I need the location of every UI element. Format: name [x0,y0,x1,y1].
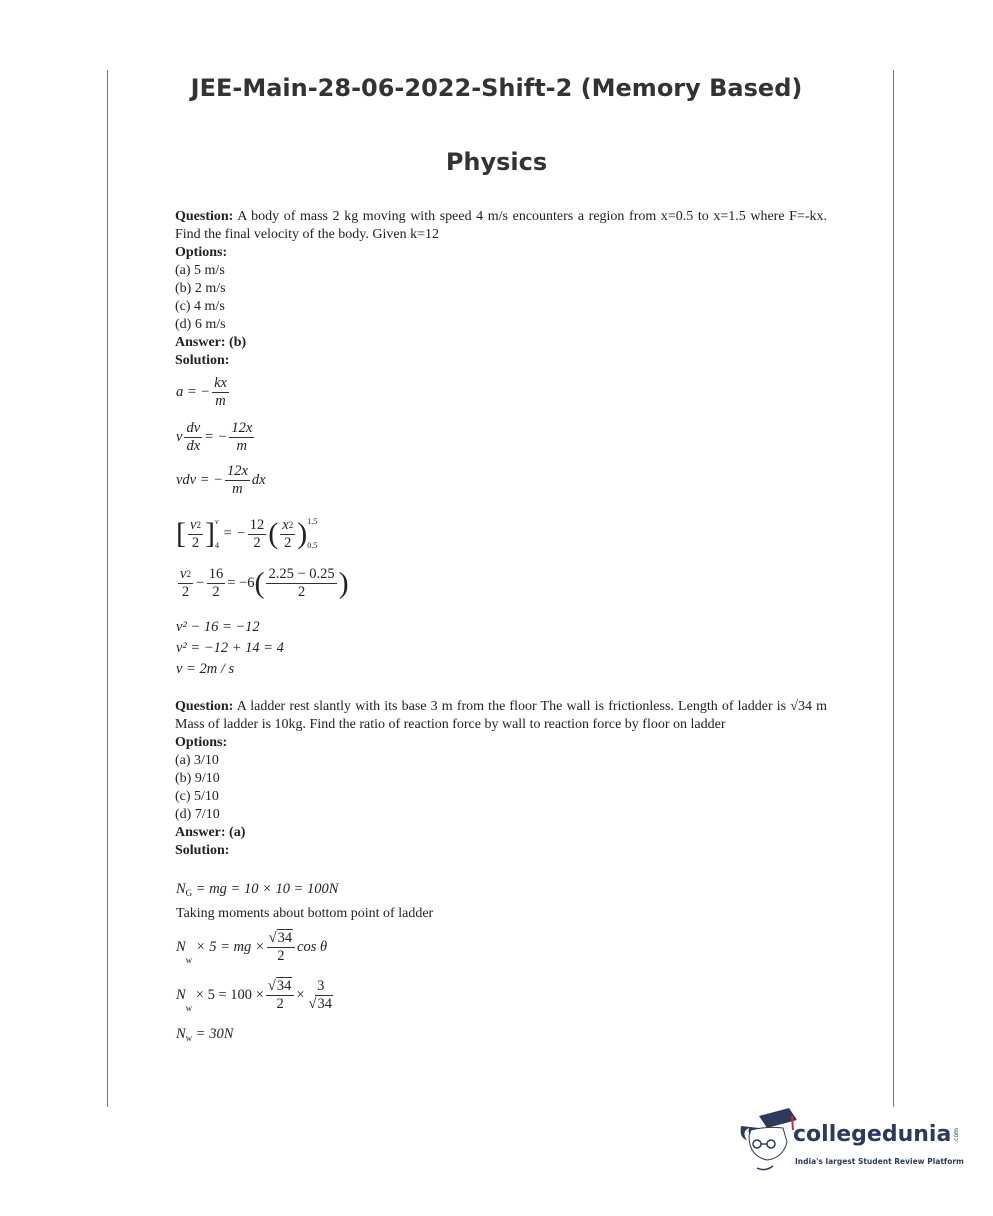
q1-eq-2: v $\frac{dv}{dx}$ = − $\frac{12x}{m}$ [176,420,253,454]
q1-eq-1: a = − $\frac{kx}{m}$ [176,375,227,409]
page-title: JEE-Main-28-06-2022-Shift-2 (Memory Based) [190,74,803,102]
q2-eq-4: Nw × 5 = 100 × $\frac{√34}{2}$ × $\frac{3}{√34}$ [176,978,332,1013]
right-border-line [893,70,894,1107]
question-2 [175,698,827,860]
left-border-line [107,70,108,1107]
q1-eq-4: [ $\frac{v^2}{2}$ ] v 4 = − $\frac{12}{2}$ ( $\frac{x^2}{2}$ ) 1.5 0.5 [176,516,318,551]
q2-eq-1: NG = mg = 10 × 10 = 100N [176,881,339,898]
q1-eq-3: vdv = − $\frac{12x}{m}$ dx [176,463,266,497]
question-1-text: Question: A body of mass 2 kg moving with speed 4 m/s encounters a region from x=0.5 to x=1.5 where F=-kx. Find the final velocity of the body. Given k=12 [175,209,827,242]
q1-eq-6: v² − 16 = −12 [176,619,260,635]
option-a: (a) 5 m/s [175,263,225,278]
option-d: (d) 6 m/s [175,317,226,332]
answer-line: Answer: (a) [175,825,246,840]
logo-wordmark: collegedunia [793,1122,952,1147]
option-c: (c) 5/10 [175,789,219,804]
answer-line: Answer: (b) [175,335,247,350]
question-2-text: Question: A ladder rest slantly with its base 3 m from the floor The wall is frictionless. Length of ladder is √34 m Mass of ladder is 10kg. Find the ratio of reaction force by wall to reaction force by floor on ladder [175,699,827,732]
solution-label: Solution: [175,353,230,368]
solution-label: Solution: [175,843,230,858]
q2-eq-5: Nw = 30N [176,1026,234,1043]
q1-eq-5: $\frac{v^2}{2}$ − $\frac{16}{2}$ = −6( $\frac{2.25 - 0.25}{2}$ ) [180,566,349,600]
q2-eq-3: Nw × 5 = mg × $\frac{√34}{2}$ cos θ [176,930,328,965]
option-b: (b) 2 m/s [175,281,226,296]
q2-moment-text: Taking moments about bottom point of ladder [176,906,434,921]
option-b: (b) 9/10 [175,771,220,786]
options-label: Options: [175,245,228,260]
option-c: (c) 4 m/s [175,299,225,314]
question-1 [175,208,827,370]
logo-tagline: India's largest Student Review Platform [795,1157,964,1166]
option-a: (a) 3/10 [175,753,219,768]
logo-com: .com [953,1128,960,1143]
subject-heading: Physics [445,148,548,176]
q1-eq-7: v² = −12 + 14 = 4 [176,640,284,656]
option-d: (d) 7/10 [175,807,220,822]
q1-eq-8: v = 2m / s [176,661,235,677]
options-label: Options: [175,735,228,750]
